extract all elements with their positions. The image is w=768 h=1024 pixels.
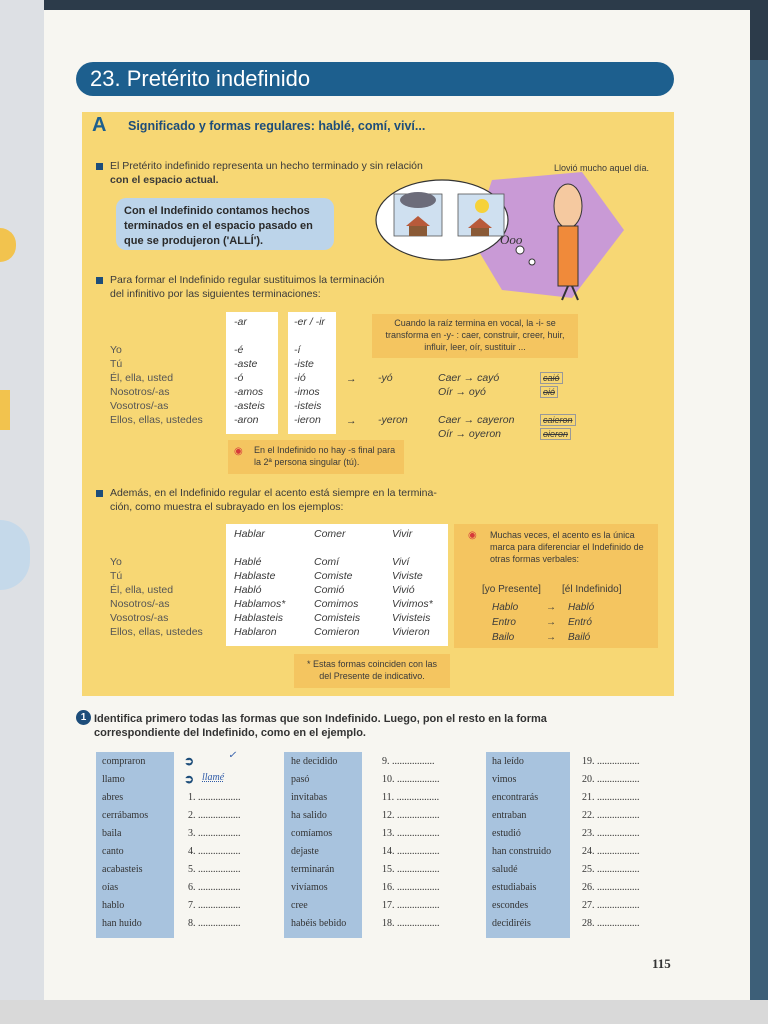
arrow: → (546, 632, 556, 643)
verb-form: Vivieron (392, 626, 430, 638)
ending: -í (294, 344, 301, 356)
verb-form: Hablasteis (234, 612, 284, 624)
verb-item: saludé (492, 864, 518, 875)
verb-form: Comieron (314, 626, 360, 638)
book-spine (0, 0, 44, 1024)
incorrect-form: oió (540, 386, 558, 398)
arrow: → (346, 415, 357, 427)
answer-blank[interactable]: 7. ................. (188, 900, 241, 911)
verb-form: Comiste (314, 570, 353, 582)
answer-blank[interactable]: 6. ................. (188, 882, 241, 893)
verb-item: cerrábamos (102, 810, 149, 821)
paragraph-1-line: El Pretérito indefinido representa un hecho terminado y sin relación (110, 160, 423, 172)
verb-item: cree (291, 900, 308, 911)
verb-form: Hablaron (234, 626, 277, 638)
house-icon (471, 228, 489, 236)
answer-blank[interactable]: 15. ................. (382, 864, 440, 875)
sun-icon (475, 199, 489, 213)
verb-form: Hablé (234, 556, 262, 568)
example-oir-plural: Oír → oyeron (438, 428, 502, 440)
verb-form: Vivimos* (392, 598, 433, 610)
verb-form: Comió (314, 584, 345, 596)
person-label: Yo (110, 344, 122, 356)
answer-blank[interactable]: 13. ................. (382, 828, 440, 839)
cartoon-caption: Llovió mucho aquel día. (554, 163, 650, 173)
arrow: → (546, 602, 556, 613)
accent-note (454, 524, 658, 648)
man-head (554, 184, 582, 228)
compare-preterite: Bailó (568, 632, 591, 643)
s-final-note-text: En el Indefinido no hay -s final para la 2ª persona singular (tú). (254, 445, 396, 467)
verb-item: hablo (102, 900, 125, 911)
answer-blank[interactable]: 24. ................. (582, 846, 640, 857)
paragraph-3-line: ción, como muestra el subrayado en los ejemplos: (110, 501, 344, 513)
bullet-icon (96, 490, 103, 497)
incorrect-form: caieron (540, 414, 576, 426)
person-label: Ellos, ellas, ustedes (110, 626, 203, 638)
verb-form: Comisteis (314, 612, 361, 624)
compare-arrow-list (546, 600, 556, 645)
verb-header: Comer (314, 528, 346, 540)
compare-present: Hablo (492, 602, 519, 613)
verb-item: dejaste (291, 846, 319, 857)
verb-item: compraron (102, 756, 146, 767)
verb-form: Habló (234, 584, 262, 596)
compare-header-present: [yo Presente] (482, 584, 541, 595)
ending: -é (234, 344, 244, 356)
answer-blank[interactable]: 28. ................. (582, 918, 640, 929)
section-a-header (82, 114, 674, 140)
s-final-note (228, 440, 404, 474)
paragraph-1-line: con el espacio actual. (110, 174, 219, 186)
ending: -isteis (294, 400, 322, 412)
house-icon (409, 226, 427, 236)
ending: -imos (294, 386, 320, 398)
arrow: → (546, 617, 556, 628)
verb-header: Hablar (234, 528, 265, 540)
exercise-instruction (94, 712, 614, 740)
section-letter: A (92, 114, 107, 136)
paragraph-2 (110, 273, 440, 301)
verb-form: Viví (392, 556, 410, 568)
ending: -amos (234, 386, 264, 398)
accent-note-text: Muchas veces, el acento es la única marca para diferenciar el Indefinido de otras formas verbales: (490, 530, 644, 564)
verb-form: Vivió (392, 584, 415, 596)
page-number: 115 (652, 956, 671, 971)
verb-form: Comimos (314, 598, 359, 610)
answer-blank[interactable]: 5. ................. (188, 864, 241, 875)
verb-item: invitabas (291, 792, 328, 803)
verb-item: canto (102, 846, 124, 857)
answer-blank[interactable]: 1. ................. (188, 792, 241, 803)
verb-item: oías (102, 882, 119, 893)
answer-blank[interactable]: llamé (202, 772, 225, 783)
verb-item: pasó (291, 774, 310, 785)
person-label: Nosotros/-as (110, 386, 170, 398)
answer-blank[interactable]: 25. ................. (582, 864, 640, 875)
verb-form: Viviste (392, 570, 423, 582)
verb-item: he decidido (291, 756, 338, 767)
answer-blank[interactable]: 8. ................. (188, 918, 241, 929)
exercise-instruction-line: Identifica primero todas las formas que son Indefinido. Luego, pon el resto en la forma (94, 713, 547, 725)
yo-ending: -yó (378, 372, 393, 384)
compare-preterite: Habló (568, 602, 595, 613)
answer-blank[interactable]: ✓ (228, 750, 237, 761)
verb-item: acabasteis (102, 864, 143, 875)
er-ir-header: -er / -ir (294, 316, 325, 328)
verb-form: Hablamos* (234, 598, 286, 610)
verb-item: han huido (102, 918, 142, 929)
person-label: Él, ella, usted (110, 584, 174, 596)
arrow-circle-icon: ➲ (184, 754, 195, 768)
paragraph-3 (110, 486, 510, 514)
example-caer: Caer → cayó (438, 372, 500, 384)
man-body (558, 226, 578, 286)
ending: -aron (234, 414, 259, 426)
cloud-icon (400, 192, 436, 208)
person-label: Nosotros/-as (110, 598, 170, 610)
arrow: → (346, 373, 357, 385)
verb-form: Vivisteis (392, 612, 431, 624)
ending: -asteis (234, 400, 265, 412)
example-caer-plural: Caer → cayeron (438, 414, 515, 426)
answer-blank[interactable]: 11. ................. (382, 792, 440, 803)
answer-blank[interactable]: 3. ................. (188, 828, 241, 839)
bottom-margin (0, 1000, 768, 1024)
ar-header: -ar (234, 316, 247, 328)
eye-icon: ◉ (234, 446, 243, 457)
definition-box: Con el Indefinido contamos hechos terminados en el espacio pasado en que se produjeron ('ALLÍ'). (116, 198, 334, 250)
verb-item: estudió (492, 828, 521, 839)
ending: -aste (234, 358, 258, 370)
thought-dot (529, 259, 535, 265)
verb-item: vivíamos (291, 882, 328, 893)
spine-tab-decoration (0, 390, 10, 430)
verb-item: ha leído (492, 756, 524, 767)
compare-present-list (492, 600, 518, 645)
ending: -ió (294, 372, 306, 384)
verb-header: Vivir (392, 528, 413, 540)
example-oir: Oír → oyó (438, 386, 486, 398)
ending: -ieron (294, 414, 321, 426)
incorrect-form: oieron (540, 428, 571, 440)
verb-item: ha salido (291, 810, 327, 821)
compare-present: Bailo (492, 632, 515, 643)
yeron-ending: -yeron (378, 414, 408, 426)
cartoon-bubble-text: Ooo (500, 232, 523, 247)
answer-blank[interactable]: 23. ................. (582, 828, 640, 839)
answer-blank[interactable]: 14. ................. (382, 846, 440, 857)
verb-item: baila (102, 828, 122, 839)
exercise-instruction-line: correspondiente del Indefinido, como en el ejemplo. (94, 727, 366, 739)
vowel-note: Cuando la raíz termina en vocal, la -i- se transforma en -y- : caer, construir, creer, huir, influir, leer, oír, sustituir ... (372, 314, 578, 358)
answer-blank[interactable]: 9. ................. (382, 756, 435, 767)
person-label: Tú (110, 358, 123, 370)
verb-item: estudiabais (492, 882, 537, 893)
verb-item: comíamos (291, 828, 333, 839)
ending: -iste (294, 358, 314, 370)
answer-blank[interactable]: 12. ................. (382, 810, 440, 821)
answer-blank[interactable]: 2. ................. (188, 810, 241, 821)
answer-blank[interactable]: 20. ................. (582, 774, 640, 785)
person-label: Vosotros/-as (110, 400, 169, 412)
verb-item: vimos (492, 774, 517, 785)
answer-blank[interactable]: 4. ................. (188, 846, 241, 857)
person-label: Tú (110, 570, 123, 582)
answer-blank[interactable]: 16. ................. (382, 882, 440, 893)
answer-blank[interactable]: 27. ................. (582, 900, 640, 911)
verb-item: entraban (492, 810, 527, 821)
answer-blank[interactable]: 18. ................. (382, 918, 440, 929)
person-label: Él, ella, usted (110, 372, 174, 384)
arrow-circle-icon: ➲ (184, 772, 195, 786)
bullet-icon (96, 163, 103, 170)
compare-preterite-list (568, 600, 594, 645)
verb-item: decidiréis (492, 918, 531, 929)
compare-header-preterite: [él Indefinido] (562, 584, 622, 595)
paragraph-2-line: del infinitivo por las siguientes terminaciones: (110, 288, 321, 300)
verb-form: Hablaste (234, 570, 276, 582)
verb-item: terminarán (291, 864, 335, 875)
verb-form: Comí (314, 556, 340, 568)
exercise-number: 1 (76, 710, 91, 725)
paragraph-2-line: Para formar el Indefinido regular sustituimos la terminación (110, 274, 385, 286)
person-label: Ellos, ellas, ustedes (110, 414, 203, 426)
eye-icon: ◉ (468, 530, 477, 541)
paragraph-3-line: Además, en el Indefinido regular el acento está siempre en la termina- (110, 487, 437, 499)
asterisk-note: * Estas formas coinciden con las del Presente de indicativo. (294, 654, 450, 688)
answer-blank[interactable]: 21. ................. (582, 792, 640, 803)
person-label: Vosotros/-as (110, 612, 169, 624)
verb-item: llamo (102, 774, 125, 785)
bullet-icon (96, 277, 103, 284)
ending: -ó (234, 372, 244, 384)
answer-blank[interactable]: 26. ................. (582, 882, 640, 893)
incorrect-form: caió (540, 372, 563, 384)
answer-blank[interactable]: 19. ................. (582, 756, 640, 767)
verb-item: encontrarás (492, 792, 539, 803)
section-heading: Significado y formas regulares: hablé, comí, viví... (128, 119, 426, 133)
answer-blank[interactable]: 22. ................. (582, 810, 640, 821)
compare-present: Entro (492, 617, 516, 628)
verb-item: habéis bebido (291, 918, 347, 929)
compare-preterite: Entró (568, 617, 592, 628)
answer-blank[interactable]: 10. ................. (382, 774, 440, 785)
verb-item: han construido (492, 846, 552, 857)
person-label: Yo (110, 556, 122, 568)
verb-item: escondes (492, 900, 529, 911)
chapter-title: 23. Pretérito indefinido (76, 62, 674, 96)
answer-blank[interactable]: 17. ................. (382, 900, 440, 911)
thought-dot (516, 246, 524, 254)
verb-item: abres (102, 792, 124, 803)
